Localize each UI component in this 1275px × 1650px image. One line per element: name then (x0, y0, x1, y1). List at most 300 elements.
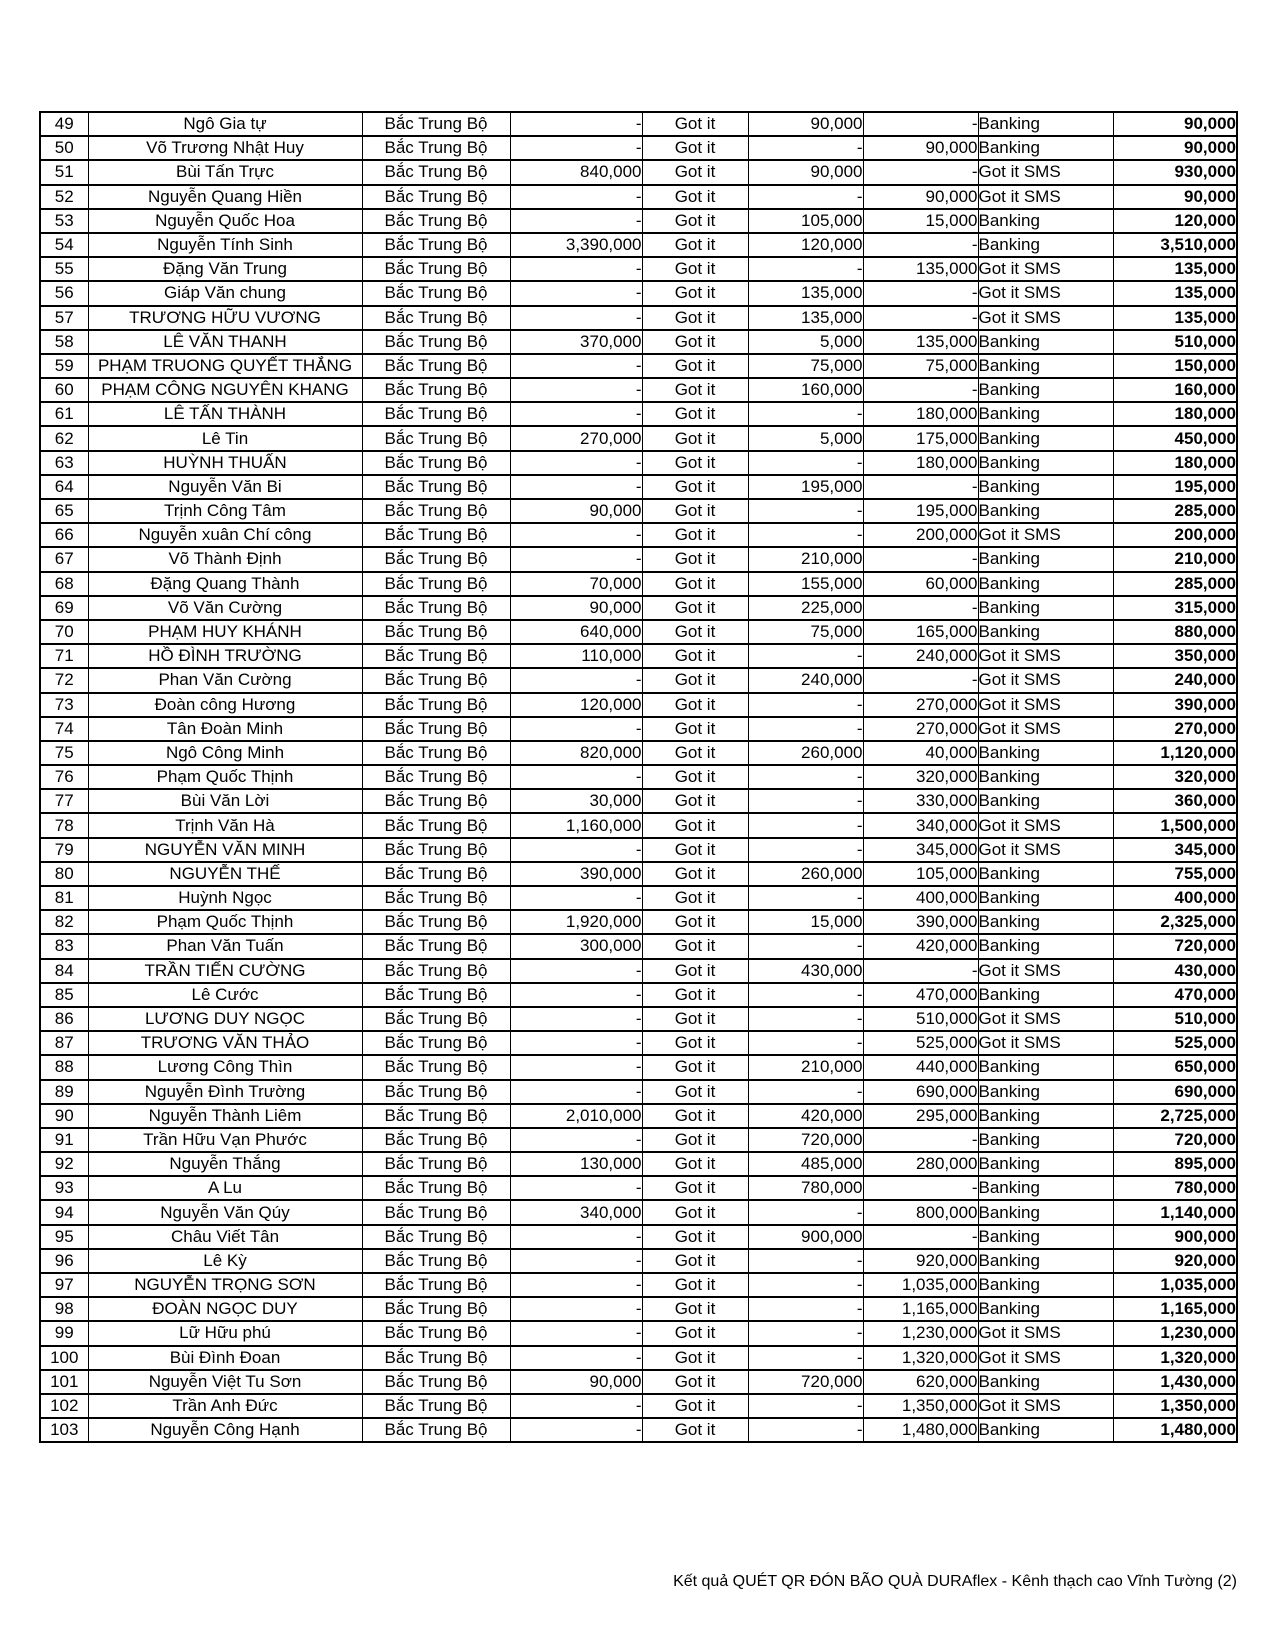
cell-no: 89 (40, 1080, 88, 1104)
cell-amount-1: - (510, 1007, 642, 1031)
cell-region: Bắc Trung Bộ (362, 1321, 510, 1345)
cell-status: Got it (642, 789, 748, 813)
cell-channel: Got it SMS (978, 813, 1113, 837)
cell-name: Nguyễn Việt Tu Sơn (88, 1370, 362, 1394)
cell-total: 650,000 (1113, 1055, 1237, 1079)
cell-amount-3: 105,000 (863, 862, 978, 886)
cell-region: Bắc Trung Bộ (362, 1176, 510, 1200)
cell-status: Got it (642, 306, 748, 330)
cell-amount-3: 180,000 (863, 402, 978, 426)
cell-amount-2: - (748, 1273, 863, 1297)
cell-amount-1: 370,000 (510, 330, 642, 354)
cell-channel: Banking (978, 1418, 1113, 1442)
cell-no: 50 (40, 136, 88, 160)
cell-amount-3: 420,000 (863, 934, 978, 958)
table-row (40, 1128, 1237, 1152)
cell-amount-2: 135,000 (748, 306, 863, 330)
cell-region: Bắc Trung Bộ (362, 1055, 510, 1079)
cell-no: 51 (40, 160, 88, 184)
cell-name: Giáp Văn chung (88, 281, 362, 305)
cell-amount-2: - (748, 1321, 863, 1345)
cell-region: Bắc Trung Bộ (362, 620, 510, 644)
cell-channel: Banking (978, 886, 1113, 910)
cell-channel: Banking (978, 1297, 1113, 1321)
table-row (40, 1297, 1237, 1321)
cell-channel: Got it SMS (978, 668, 1113, 692)
cell-region: Bắc Trung Bộ (362, 572, 510, 596)
cell-channel: Banking (978, 765, 1113, 789)
cell-total: 470,000 (1113, 983, 1237, 1007)
cell-amount-1: - (510, 1225, 642, 1249)
cell-amount-2: 260,000 (748, 862, 863, 886)
cell-no: 98 (40, 1297, 88, 1321)
table-row (40, 959, 1237, 983)
cell-region: Bắc Trung Bộ (362, 160, 510, 184)
cell-region: Bắc Trung Bộ (362, 1346, 510, 1370)
cell-no: 56 (40, 281, 88, 305)
cell-amount-3: 1,350,000 (863, 1394, 978, 1418)
cell-amount-2: 420,000 (748, 1104, 863, 1128)
cell-amount-1: - (510, 765, 642, 789)
cell-amount-1: 130,000 (510, 1152, 642, 1176)
cell-status: Got it (642, 1104, 748, 1128)
cell-amount-2: 210,000 (748, 1055, 863, 1079)
cell-amount-1: 90,000 (510, 1370, 642, 1394)
cell-amount-2: - (748, 1200, 863, 1224)
cell-amount-3: - (863, 1176, 978, 1200)
cell-name: Phan Văn Tuấn (88, 934, 362, 958)
cell-no: 65 (40, 499, 88, 523)
cell-amount-1: - (510, 547, 642, 571)
cell-name: Trịnh Công Tâm (88, 499, 362, 523)
cell-no: 62 (40, 426, 88, 450)
cell-no: 102 (40, 1394, 88, 1418)
cell-no: 73 (40, 693, 88, 717)
cell-amount-3: - (863, 378, 978, 402)
cell-total: 1,480,000 (1113, 1418, 1237, 1442)
cell-no: 95 (40, 1225, 88, 1249)
cell-status: Got it (642, 668, 748, 692)
cell-channel: Banking (978, 378, 1113, 402)
cell-name: Đoàn công Hương (88, 693, 362, 717)
cell-amount-2: - (748, 499, 863, 523)
cell-total: 1,140,000 (1113, 1200, 1237, 1224)
cell-amount-3: 470,000 (863, 983, 978, 1007)
cell-no: 71 (40, 644, 88, 668)
cell-amount-3: 175,000 (863, 426, 978, 450)
cell-amount-3: - (863, 1128, 978, 1152)
cell-total: 1,430,000 (1113, 1370, 1237, 1394)
cell-no: 74 (40, 717, 88, 741)
cell-status: Got it (642, 1273, 748, 1297)
cell-no: 81 (40, 886, 88, 910)
cell-amount-1: 3,390,000 (510, 233, 642, 257)
cell-total: 360,000 (1113, 789, 1237, 813)
cell-amount-1: 640,000 (510, 620, 642, 644)
cell-region: Bắc Trung Bộ (362, 910, 510, 934)
cell-amount-2: 780,000 (748, 1176, 863, 1200)
cell-status: Got it (642, 1152, 748, 1176)
table-row (40, 1080, 1237, 1104)
cell-total: 920,000 (1113, 1249, 1237, 1273)
table-row (40, 1370, 1237, 1394)
cell-name: Huỳnh Ngọc (88, 886, 362, 910)
cell-status: Got it (642, 862, 748, 886)
cell-amount-2: - (748, 983, 863, 1007)
cell-amount-1: - (510, 475, 642, 499)
cell-total: 200,000 (1113, 523, 1237, 547)
cell-region: Bắc Trung Bộ (362, 668, 510, 692)
cell-total: 390,000 (1113, 693, 1237, 717)
cell-channel: Banking (978, 1225, 1113, 1249)
table-row (40, 354, 1237, 378)
table-row (40, 1200, 1237, 1224)
cell-status: Got it (642, 1200, 748, 1224)
cell-amount-2: - (748, 1249, 863, 1273)
cell-name: Phan Văn Cường (88, 668, 362, 692)
cell-region: Bắc Trung Bộ (362, 257, 510, 281)
cell-name: Nguyễn Quang Hiền (88, 185, 362, 209)
cell-status: Got it (642, 572, 748, 596)
cell-channel: Banking (978, 499, 1113, 523)
cell-amount-1: 90,000 (510, 499, 642, 523)
table-row (40, 160, 1237, 184)
cell-status: Got it (642, 1346, 748, 1370)
cell-amount-2: 5,000 (748, 426, 863, 450)
cell-amount-2: 105,000 (748, 209, 863, 233)
cell-no: 53 (40, 209, 88, 233)
cell-region: Bắc Trung Bộ (362, 934, 510, 958)
cell-no: 52 (40, 185, 88, 209)
cell-amount-3: - (863, 281, 978, 305)
cell-no: 49 (40, 112, 88, 136)
cell-region: Bắc Trung Bộ (362, 838, 510, 862)
cell-amount-3: 240,000 (863, 644, 978, 668)
cell-region: Bắc Trung Bộ (362, 233, 510, 257)
cell-name: TRẦN TIẾN CƯỜNG (88, 959, 362, 983)
cell-status: Got it (642, 426, 748, 450)
cell-status: Got it (642, 281, 748, 305)
cell-channel: Banking (978, 620, 1113, 644)
cell-name: HỒ ĐÌNH TRƯỜNG (88, 644, 362, 668)
cell-channel: Got it SMS (978, 523, 1113, 547)
cell-name: Tân Đoàn Minh (88, 717, 362, 741)
table-row (40, 1104, 1237, 1128)
cell-amount-3: 800,000 (863, 1200, 978, 1224)
cell-amount-3: - (863, 547, 978, 571)
cell-no: 96 (40, 1249, 88, 1273)
cell-channel: Banking (978, 475, 1113, 499)
cell-region: Bắc Trung Bộ (362, 1249, 510, 1273)
cell-amount-2: - (748, 451, 863, 475)
cell-name: LÊ VĂN THANH (88, 330, 362, 354)
cell-name: NGUYỄN VĂN MINH (88, 838, 362, 862)
cell-channel: Banking (978, 910, 1113, 934)
cell-status: Got it (642, 209, 748, 233)
cell-region: Bắc Trung Bộ (362, 765, 510, 789)
cell-status: Got it (642, 1249, 748, 1273)
table-row (40, 1007, 1237, 1031)
cell-amount-3: 525,000 (863, 1031, 978, 1055)
cell-status: Got it (642, 1225, 748, 1249)
cell-total: 120,000 (1113, 209, 1237, 233)
cell-channel: Banking (978, 547, 1113, 571)
cell-no: 78 (40, 813, 88, 837)
cell-amount-1: - (510, 402, 642, 426)
cell-amount-2: - (748, 523, 863, 547)
cell-amount-1: - (510, 1346, 642, 1370)
cell-channel: Got it SMS (978, 185, 1113, 209)
cell-channel: Got it SMS (978, 1394, 1113, 1418)
cell-amount-3: 180,000 (863, 451, 978, 475)
cell-no: 75 (40, 741, 88, 765)
cell-amount-2: 160,000 (748, 378, 863, 402)
table-row (40, 838, 1237, 862)
cell-name: Lương Công Thìn (88, 1055, 362, 1079)
cell-region: Bắc Trung Bộ (362, 1297, 510, 1321)
cell-channel: Got it SMS (978, 644, 1113, 668)
cell-total: 2,725,000 (1113, 1104, 1237, 1128)
cell-region: Bắc Trung Bộ (362, 306, 510, 330)
cell-amount-1: - (510, 717, 642, 741)
cell-amount-1: 90,000 (510, 596, 642, 620)
cell-amount-1: 300,000 (510, 934, 642, 958)
cell-total: 90,000 (1113, 136, 1237, 160)
cell-amount-3: 270,000 (863, 693, 978, 717)
table-row (40, 112, 1237, 136)
cell-amount-2: 15,000 (748, 910, 863, 934)
cell-amount-1: - (510, 257, 642, 281)
cell-amount-2: - (748, 693, 863, 717)
cell-amount-1: - (510, 1297, 642, 1321)
cell-amount-1: - (510, 983, 642, 1007)
cell-name: Võ Trương Nhật Huy (88, 136, 362, 160)
cell-amount-3: - (863, 668, 978, 692)
cell-amount-1: - (510, 209, 642, 233)
cell-amount-1: - (510, 185, 642, 209)
cell-total: 930,000 (1113, 160, 1237, 184)
cell-total: 135,000 (1113, 281, 1237, 305)
table-row (40, 1152, 1237, 1176)
table-row (40, 257, 1237, 281)
cell-total: 720,000 (1113, 1128, 1237, 1152)
table-row (40, 1321, 1237, 1345)
cell-amount-2: 720,000 (748, 1370, 863, 1394)
cell-region: Bắc Trung Bộ (362, 112, 510, 136)
cell-channel: Banking (978, 209, 1113, 233)
cell-no: 72 (40, 668, 88, 692)
cell-amount-1: - (510, 136, 642, 160)
cell-no: 55 (40, 257, 88, 281)
table-row (40, 572, 1237, 596)
cell-channel: Got it SMS (978, 959, 1113, 983)
cell-total: 195,000 (1113, 475, 1237, 499)
cell-amount-1: 2,010,000 (510, 1104, 642, 1128)
cell-amount-3: - (863, 306, 978, 330)
cell-region: Bắc Trung Bộ (362, 281, 510, 305)
cell-amount-3: 135,000 (863, 330, 978, 354)
cell-amount-2: - (748, 934, 863, 958)
cell-amount-1: 390,000 (510, 862, 642, 886)
cell-name: Nguyễn Công Hạnh (88, 1418, 362, 1442)
cell-total: 160,000 (1113, 378, 1237, 402)
cell-total: 285,000 (1113, 499, 1237, 523)
cell-total: 285,000 (1113, 572, 1237, 596)
cell-amount-1: 1,160,000 (510, 813, 642, 837)
cell-amount-3: 340,000 (863, 813, 978, 837)
cell-name: PHẠM HUY KHÁNH (88, 620, 362, 644)
cell-total: 1,500,000 (1113, 813, 1237, 837)
cell-region: Bắc Trung Bộ (362, 402, 510, 426)
cell-channel: Banking (978, 1152, 1113, 1176)
cell-channel: Banking (978, 1080, 1113, 1104)
cell-name: Lê Tin (88, 426, 362, 450)
cell-amount-1: 1,920,000 (510, 910, 642, 934)
cell-total: 135,000 (1113, 257, 1237, 281)
table-row (40, 306, 1237, 330)
table-row (40, 1418, 1237, 1442)
cell-channel: Got it SMS (978, 281, 1113, 305)
cell-region: Bắc Trung Bộ (362, 789, 510, 813)
cell-name: Võ Thành Định (88, 547, 362, 571)
cell-total: 90,000 (1113, 185, 1237, 209)
cell-channel: Banking (978, 934, 1113, 958)
table-row (40, 330, 1237, 354)
table-row (40, 1055, 1237, 1079)
cell-amount-1: - (510, 306, 642, 330)
cell-no: 54 (40, 233, 88, 257)
cell-total: 755,000 (1113, 862, 1237, 886)
cell-status: Got it (642, 330, 748, 354)
cell-status: Got it (642, 378, 748, 402)
cell-channel: Banking (978, 1273, 1113, 1297)
cell-name: PHẠM CÔNG NGUYÊN KHANG (88, 378, 362, 402)
cell-no: 58 (40, 330, 88, 354)
cell-channel: Banking (978, 233, 1113, 257)
cell-amount-1: 120,000 (510, 693, 642, 717)
cell-no: 57 (40, 306, 88, 330)
cell-no: 99 (40, 1321, 88, 1345)
cell-total: 400,000 (1113, 886, 1237, 910)
cell-amount-2: - (748, 402, 863, 426)
cell-total: 270,000 (1113, 717, 1237, 741)
cell-status: Got it (642, 402, 748, 426)
cell-status: Got it (642, 523, 748, 547)
cell-amount-3: 165,000 (863, 620, 978, 644)
table-row (40, 668, 1237, 692)
cell-region: Bắc Trung Bộ (362, 185, 510, 209)
cell-total: 1,230,000 (1113, 1321, 1237, 1345)
cell-amount-2: - (748, 717, 863, 741)
cell-amount-1: - (510, 451, 642, 475)
cell-region: Bắc Trung Bộ (362, 1128, 510, 1152)
cell-channel: Banking (978, 862, 1113, 886)
cell-no: 87 (40, 1031, 88, 1055)
table-row (40, 378, 1237, 402)
cell-region: Bắc Trung Bộ (362, 1031, 510, 1055)
cell-channel: Banking (978, 426, 1113, 450)
cell-no: 83 (40, 934, 88, 958)
cell-total: 1,035,000 (1113, 1273, 1237, 1297)
cell-region: Bắc Trung Bộ (362, 330, 510, 354)
cell-channel: Banking (978, 983, 1113, 1007)
cell-name: Châu Viết Tân (88, 1225, 362, 1249)
table-row (40, 983, 1237, 1007)
table-row (40, 185, 1237, 209)
cell-channel: Got it SMS (978, 306, 1113, 330)
cell-no: 64 (40, 475, 88, 499)
cell-amount-2: - (748, 813, 863, 837)
cell-no: 82 (40, 910, 88, 934)
table-row (40, 765, 1237, 789)
cell-status: Got it (642, 765, 748, 789)
cell-amount-1: - (510, 378, 642, 402)
cell-total: 450,000 (1113, 426, 1237, 450)
table-row (40, 475, 1237, 499)
table-row (40, 233, 1237, 257)
cell-amount-3: 40,000 (863, 741, 978, 765)
table-row (40, 717, 1237, 741)
table-row (40, 862, 1237, 886)
cell-total: 780,000 (1113, 1176, 1237, 1200)
cell-no: 84 (40, 959, 88, 983)
cell-amount-3: - (863, 233, 978, 257)
cell-total: 690,000 (1113, 1080, 1237, 1104)
cell-amount-2: 210,000 (748, 547, 863, 571)
cell-no: 68 (40, 572, 88, 596)
cell-region: Bắc Trung Bộ (362, 1152, 510, 1176)
cell-name: Đặng Văn Trung (88, 257, 362, 281)
table-row (40, 813, 1237, 837)
cell-no: 90 (40, 1104, 88, 1128)
table-row (40, 451, 1237, 475)
cell-no: 100 (40, 1346, 88, 1370)
table-row (40, 1031, 1237, 1055)
table-row (40, 1176, 1237, 1200)
cell-amount-1: 270,000 (510, 426, 642, 450)
cell-no: 97 (40, 1273, 88, 1297)
cell-region: Bắc Trung Bộ (362, 523, 510, 547)
cell-region: Bắc Trung Bộ (362, 1104, 510, 1128)
cell-region: Bắc Trung Bộ (362, 1394, 510, 1418)
cell-amount-1: 820,000 (510, 741, 642, 765)
cell-status: Got it (642, 838, 748, 862)
cell-name: Võ Văn Cường (88, 596, 362, 620)
cell-name: Nguyễn Văn Bi (88, 475, 362, 499)
cell-amount-1: 110,000 (510, 644, 642, 668)
table-row (40, 1225, 1237, 1249)
cell-channel: Banking (978, 1055, 1113, 1079)
cell-name: Trần Anh Đức (88, 1394, 362, 1418)
cell-amount-2: - (748, 838, 863, 862)
cell-name: A Lu (88, 1176, 362, 1200)
cell-no: 60 (40, 378, 88, 402)
cell-total: 3,510,000 (1113, 233, 1237, 257)
cell-region: Bắc Trung Bộ (362, 1007, 510, 1031)
cell-no: 103 (40, 1418, 88, 1442)
cell-region: Bắc Trung Bộ (362, 717, 510, 741)
cell-status: Got it (642, 1321, 748, 1345)
cell-name: Ngô Gia tự (88, 112, 362, 136)
cell-amount-1: - (510, 1080, 642, 1104)
cell-amount-2: - (748, 257, 863, 281)
cell-amount-2: - (748, 789, 863, 813)
cell-amount-3: 690,000 (863, 1080, 978, 1104)
cell-total: 350,000 (1113, 644, 1237, 668)
cell-status: Got it (642, 233, 748, 257)
cell-total: 90,000 (1113, 112, 1237, 136)
table-row (40, 136, 1237, 160)
